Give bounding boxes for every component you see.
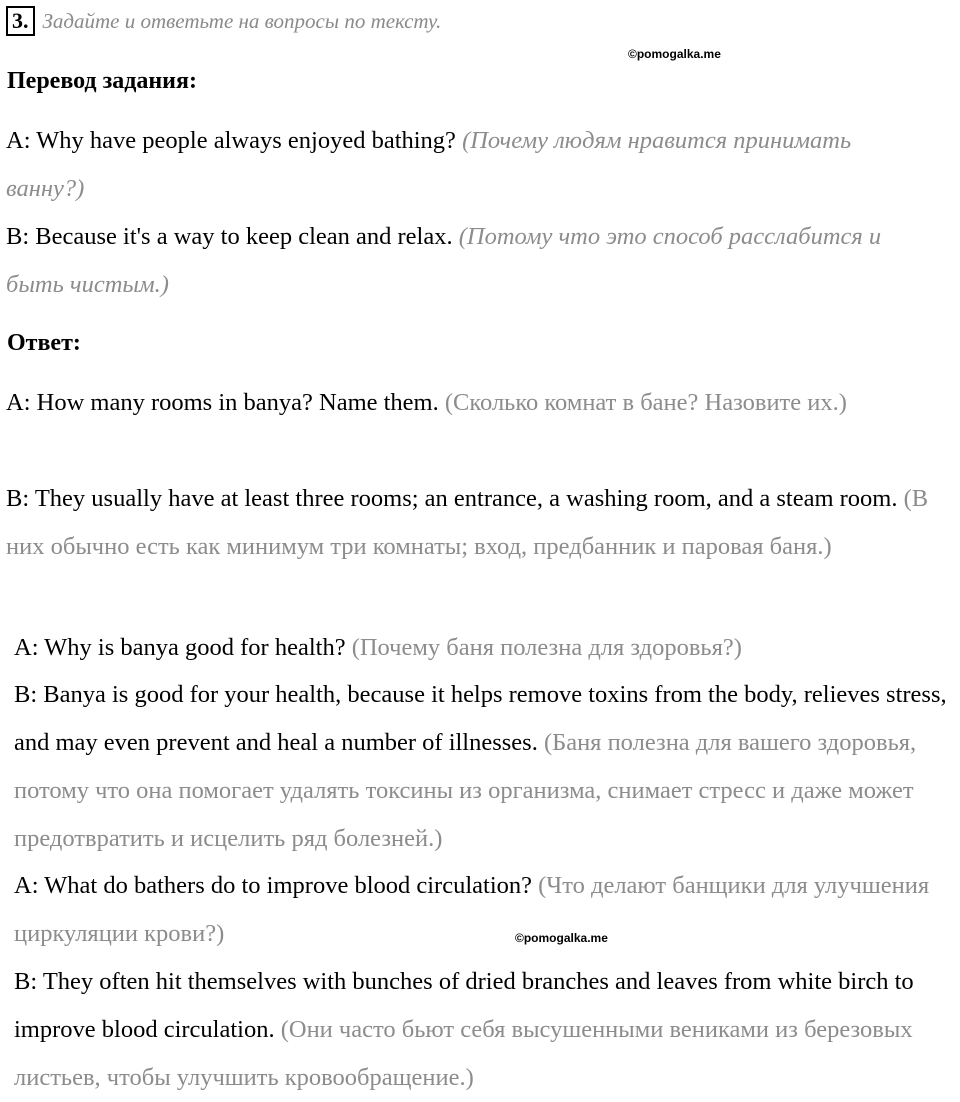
translation-question [6, 117, 906, 213]
answer-line-2-en: B: They usually have at least three rooms; an entrance, a washing room, and a steam room. [6, 485, 898, 512]
translation-question-en: A: Why have people always enjoyed bathing? [6, 127, 456, 154]
answer-line-1-en: A: How many rooms in banya? Name them. [6, 389, 439, 416]
answer-line-4 [14, 671, 949, 863]
answer-line-4-en: B: Banya is good for your health, because it helps remove toxins from the body, relieves stress, and may even prevent and heal a number of illnesses. [14, 681, 947, 756]
task-header [6, 6, 441, 36]
answer-line-1-ru: (Сколько комнат в бане? Назовите их.) [444, 389, 847, 416]
answer-line-3 [14, 624, 944, 672]
translation-answer-en: B: Because it's a way to keep clean and relax. [6, 223, 453, 250]
answer-line-6 [14, 958, 959, 1102]
answer-line-1 [6, 379, 926, 427]
answer-line-4-ru: (Баня полезна для вашего здоровья, потому что она помогает удалять токсины из организма, снимает стресс и даже может предотвратить и исцелить ряд болезней.) [14, 729, 917, 852]
answer-line-2-ru: (В них обычно есть как минимум три комнаты; вход, предбанник и паровая баня.) [6, 485, 929, 560]
task-number: 3. [6, 6, 35, 36]
watermark-bottom: ©pomogalka.me [515, 931, 608, 945]
translation-heading: Перевод задания: [7, 68, 197, 94]
answer-line-2 [6, 475, 951, 571]
answer-line-6-ru: (Они часто бьют себя высушенными вениками из березовых листьев, чтобы улучшить кровообращение.) [14, 1016, 913, 1091]
translation-answer [6, 213, 906, 309]
task-title: Задайте и ответьте на вопросы по тексту. [42, 8, 442, 33]
answer-line-3-ru: (Почему баня полезна для здоровья?) [351, 634, 742, 661]
watermark-top: ©pomogalka.me [628, 47, 721, 61]
translation-question-ru: (Почему людям нравится принимать ванну?) [6, 127, 852, 202]
answer-line-5 [14, 862, 949, 958]
answer-heading: Ответ: [7, 330, 81, 356]
answer-line-5-ru: (Что делают банщики для улучшения циркуляции крови?) [14, 872, 930, 947]
answer-line-5-en: A: What do bathers do to improve blood circulation? [14, 872, 533, 899]
translation-answer-ru: (Потому что это способ расслабится и быть чистым.) [6, 223, 882, 298]
answer-line-3-en: A: Why is banya good for health? [14, 634, 346, 661]
answer-line-6-en: B: They often hit themselves with bunches of dried branches and leaves from white birch to improve blood circulation. [14, 968, 914, 1043]
